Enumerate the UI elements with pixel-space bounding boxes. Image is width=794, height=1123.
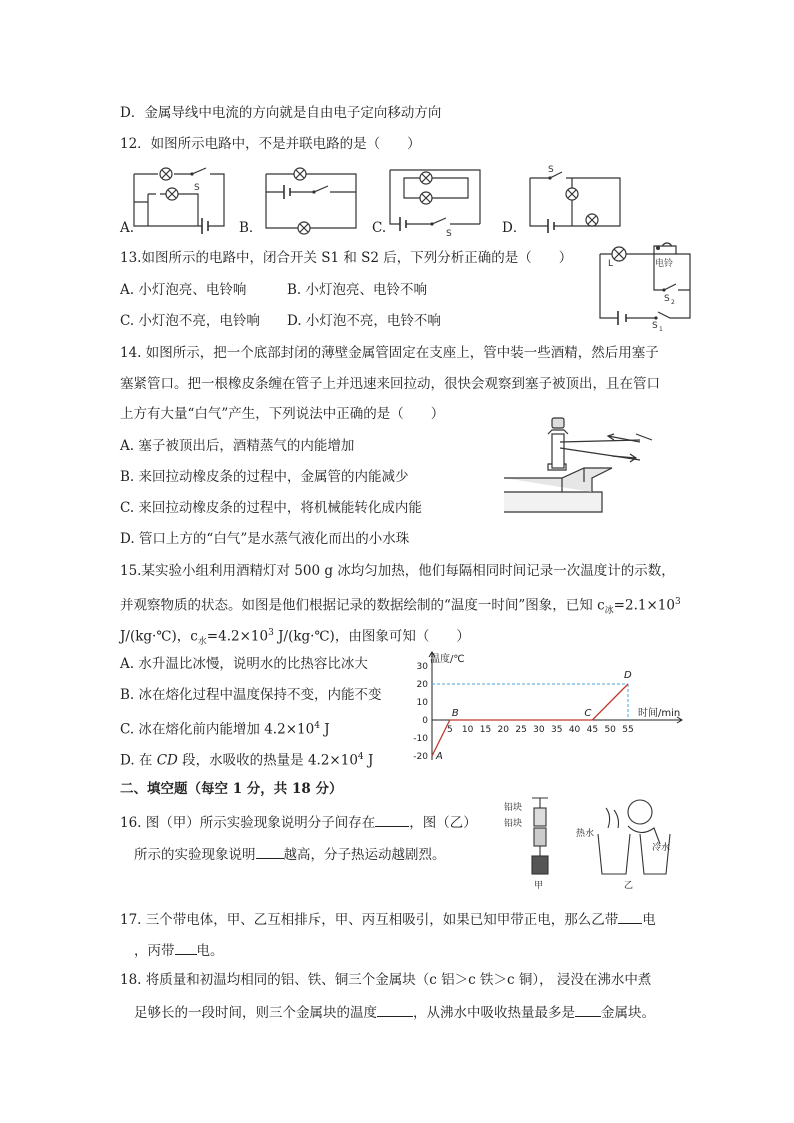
- q14-metal-tube-illustration: [502, 412, 662, 516]
- circuit-c-diagram: [388, 168, 484, 239]
- q12-stem: 12．如图所示电路中，不是并联电路的是（ ）: [120, 136, 421, 152]
- q13-option-a: A. 小灯泡亮、电铃响: [120, 282, 247, 298]
- q17-line1-text: 17. 三个带电体，甲、乙互相排斥，甲、丙互相吸引，如果已知甲带正电，那么乙带: [120, 912, 619, 928]
- q17-line-1: [120, 909, 656, 929]
- q15-line3-b: =4.2×10: [206, 628, 269, 645]
- q13-option-b: B. 小灯泡亮、电铃不响: [287, 282, 428, 298]
- circuit-d-switch-label: S: [548, 165, 554, 175]
- q14-option-d: D. 管口上方的“白气”是水蒸气液化而出的小水珠: [120, 531, 410, 547]
- q15-stem-line-1: 15.某实验小组利用酒精灯对 500 g 冰均匀加热，他们每隔相同时间记录一次温度计的示数，: [120, 563, 675, 579]
- q16-line-1: [120, 812, 477, 832]
- q13-s2-sub: 2: [671, 299, 675, 306]
- circuit-c-switch-label: S: [446, 229, 452, 239]
- q15-c-ice-sub: 冰: [604, 606, 614, 617]
- q17-blank-2[interactable]: [175, 940, 197, 955]
- chart-x-tick-label: 35: [551, 725, 563, 735]
- q16-yi-label: 乙: [624, 881, 634, 891]
- q13-bell-label: 电铃: [655, 259, 674, 269]
- chart-x-tick-label: 5: [446, 725, 453, 735]
- chart-point-label: A: [436, 751, 443, 762]
- circuit-a-diagram: [132, 166, 228, 236]
- q15-option-c-text: C. 冰在熔化前内能增加 4.2×10: [120, 721, 315, 738]
- q15-line2-sup: 3: [674, 597, 681, 607]
- chart-x-tick-label: 10: [461, 725, 474, 735]
- q16-line2-post: 越高，分子热运动越剧烈。: [283, 847, 446, 863]
- q16-jia-label: 甲: [534, 881, 544, 891]
- chart-x-tick-label: 55: [622, 725, 634, 735]
- q14-stem-line-2: 塞紧管口。把一根橡皮条缠在管子上并迅速来回拉动，很快会观察到塞子被顶出，且在管口: [120, 376, 660, 392]
- chart-x-tick-label: 20: [497, 725, 509, 735]
- chart-y-tick-label: 10: [416, 698, 428, 708]
- chart-x-tick-label: 50: [604, 725, 616, 735]
- q13-option-c: C. 小灯泡不亮，电铃响: [120, 313, 260, 329]
- chart-x-tick-label: 30: [533, 725, 545, 735]
- q17-line1-post: 电: [642, 912, 656, 928]
- q16-line2-pre: 所示的实验现象说明: [134, 847, 256, 863]
- q15-option-d: [120, 748, 373, 770]
- circuit-d-diagram: [528, 165, 624, 232]
- q15-option-d-cd: CD: [156, 752, 178, 769]
- q14-stem-line-3: 上方有大量“白气”产生，下列说法中正确的是（ ）: [120, 406, 445, 422]
- q15-c-water-sub: 水: [197, 637, 207, 648]
- circuit-a-switch-label: S: [194, 183, 200, 193]
- q15-option-d-unit: J: [363, 752, 374, 769]
- q15-option-d-mid: 段，水吸收的热量是 4.2×10: [177, 752, 358, 769]
- q18-line-2: [134, 1002, 655, 1022]
- q13-s1-label: S: [652, 321, 658, 331]
- chart-y-tick-label: 30: [416, 662, 428, 672]
- q15-stem-line-2: [120, 593, 681, 620]
- q16-cold-water-label: 冷水: [652, 843, 671, 853]
- q13-stem: 13.如图所示的电路中，闭合开关 S1 和 S2 后，下列分析正确的是（ ）: [120, 250, 573, 266]
- q15-line3-sup: 3: [268, 628, 274, 638]
- chart-xlabel: 时间/min: [638, 708, 681, 719]
- q13-s1-sub: 1: [659, 326, 663, 333]
- circuit-b-diagram: [264, 172, 360, 232]
- temperature-time-chart: [410, 650, 690, 770]
- q16-experiment-illustration: [500, 794, 680, 890]
- q18-line2-mid: ，从沸水中吸收热量最多是: [413, 1005, 575, 1021]
- q12-label-a: A.: [120, 220, 135, 236]
- q13-lamp-label: L: [608, 259, 614, 269]
- q18-blank-1[interactable]: [377, 1002, 413, 1017]
- chart-ylabel: 温度/℃: [430, 654, 465, 665]
- q16-blank-1[interactable]: [375, 812, 409, 827]
- q14-option-c: C. 来回拉动橡皮条的过程中，将机械能转化成内能: [120, 500, 422, 516]
- q18-line2-pre: 足够长的一段时间，则三个金属块的温度: [134, 1005, 377, 1021]
- q15-option-a: A. 水升温比冰慢，说明水的比热容比冰大: [120, 656, 368, 672]
- q16-hot-water-label: 热水: [576, 829, 595, 839]
- chart-y-tick-label: -10: [413, 734, 428, 744]
- q15-option-c-unit: J: [319, 721, 330, 738]
- chart-x-tick-label: 25: [515, 725, 527, 735]
- chart-y-tick-label: -20: [413, 752, 428, 762]
- q13-s2-label: S: [664, 294, 670, 304]
- q18-blank-2[interactable]: [575, 1002, 601, 1017]
- q15-line3-c: J/(kg·℃)，由图象可知（ ）: [273, 628, 470, 645]
- q15-line2-value: =2.1×10: [613, 597, 675, 614]
- q15-option-d-sup: 4: [357, 752, 364, 762]
- q12-label-b: B．: [239, 220, 263, 236]
- chart-y-tick-label: 0: [422, 716, 428, 726]
- q18-line2-post: 金属块。: [601, 1005, 655, 1021]
- q15-option-c-sup: 4: [314, 721, 320, 731]
- q16-blank-2[interactable]: [256, 844, 284, 859]
- chart-x-tick-label: 40: [568, 725, 581, 735]
- q14-option-b: B. 来回拉动橡皮条的过程中，金属管的内能减少: [120, 469, 409, 485]
- q12-label-d: D．: [502, 220, 527, 236]
- q15-stem-line-3: [120, 624, 470, 651]
- q15-line2-text: 并观察物质的状态。如图是他们根据记录的数据绘制的“温度一时间”图象，已知 c: [120, 597, 605, 614]
- q17-line2-post: 电。: [196, 943, 224, 959]
- q14-stem-line-1: 14. 如图所示，把一个底部封闭的薄壁金属管固定在支座上，管中装一些酒精，然后用塞子: [120, 345, 659, 361]
- q12-label-c: C.: [372, 220, 387, 236]
- q16-line-2: [134, 844, 446, 864]
- q16-line1-text: 16. 图（甲）所示实验现象说明分子间存在: [120, 815, 376, 831]
- chart-x-tick-label: 15: [479, 725, 492, 735]
- chart-y-tick-label: 20: [416, 680, 428, 690]
- q15-option-c: [120, 717, 330, 739]
- chart-point-label: C: [584, 708, 592, 719]
- q17-line2-pre: ，丙带: [134, 943, 175, 959]
- q15-line3-a: J/(kg·℃)，c: [120, 628, 198, 645]
- q14-option-a: A. 塞子被顶出后，酒精蒸气的内能增加: [120, 438, 355, 454]
- chart-x-tick-label: 45: [586, 725, 599, 735]
- q13-circuit-diagram: [598, 246, 694, 333]
- q16-line1-post: ，图（乙）: [409, 815, 477, 831]
- q16-lead-1-label: 铅块: [504, 803, 523, 813]
- chart-point-label: D: [624, 670, 632, 681]
- q16-lead-2-label: 铅块: [504, 819, 523, 829]
- q15-option-b: B. 冰在熔化过程中温度保持不变，内能不变: [120, 687, 382, 703]
- q13-option-d: D. 小灯泡不亮，电铃不响: [287, 313, 441, 329]
- q18-line-1: 18. 将质量和初温均相同的铝、铁、铜三个金属块（c 铝＞c 铁＞c 铜）， 浸没在沸水中煮: [120, 972, 652, 988]
- q17-line-2: [134, 940, 224, 960]
- chart-point-label: B: [451, 708, 459, 719]
- q11-option-d: D．金属导线中电流的方向就是自由电子定向移动方向: [120, 105, 442, 121]
- section-2-heading: 二、填空题（每空 1 分，共 18 分）: [120, 781, 343, 797]
- q17-blank-1[interactable]: [618, 909, 642, 924]
- q15-option-d-pre: D. 在: [120, 752, 157, 769]
